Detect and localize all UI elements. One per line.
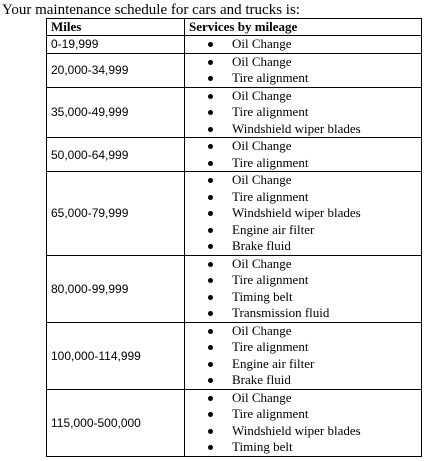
bullet-icon [208, 76, 213, 81]
table-row [47, 53, 422, 87]
list-item [185, 305, 421, 322]
service-label: Tire alignment [232, 70, 309, 85]
list-item [185, 372, 421, 389]
bullet-icon [208, 445, 213, 450]
services-cell [185, 172, 422, 256]
mileage-range-cell: 115,000-500,000 [47, 389, 185, 456]
bullet-icon [208, 295, 213, 300]
services-cell [185, 53, 422, 87]
services-list [185, 138, 421, 171]
list-item [185, 356, 421, 373]
service-label: Tire alignment [232, 188, 309, 204]
bullet-icon [208, 362, 213, 367]
bullet-icon [208, 244, 213, 249]
bullet-icon [208, 178, 213, 183]
bullet-icon [208, 144, 213, 149]
bullet-icon [208, 211, 213, 216]
list-item [185, 390, 421, 407]
service-label: Windshield wiper blades [232, 205, 361, 220]
service-label: Timing belt [232, 288, 293, 304]
schedule-body [47, 36, 422, 457]
list-item [185, 406, 421, 423]
services-cell [185, 322, 422, 389]
services-list [185, 390, 421, 456]
list-item [185, 104, 421, 121]
list-item [185, 121, 421, 138]
mileage-range-cell: 100,000-114,999 [47, 322, 185, 389]
services-list [185, 323, 421, 389]
list-item [185, 155, 421, 172]
service-label: Tire alignment [232, 406, 309, 421]
list-item [185, 222, 421, 239]
list-item [185, 88, 421, 105]
bullet-icon [208, 110, 213, 115]
list-item [185, 323, 421, 340]
services-list [185, 54, 421, 87]
service-label: Oil Change [232, 87, 292, 103]
intro-text: Your maintenance schedule for cars and trucks is: [2, 2, 300, 18]
mileage-range-cell: 65,000-79,999 [47, 172, 185, 256]
mileage-range-cell: 35,000-49,999 [47, 87, 185, 138]
table-row [47, 255, 422, 322]
list-item [185, 339, 421, 356]
list-item [185, 138, 421, 155]
table-row [47, 36, 422, 54]
bullet-icon [208, 329, 213, 334]
list-item [185, 272, 421, 289]
mileage-range-cell: 20,000-34,999 [47, 53, 185, 87]
services-list [185, 256, 421, 322]
service-label: Oil Change [232, 255, 292, 271]
mileage-range-cell: 0-19,999 [47, 36, 185, 54]
table-row [47, 138, 422, 172]
bullet-icon [208, 429, 213, 434]
header-row [47, 19, 422, 36]
service-label: Oil Change [232, 172, 292, 187]
list-item [185, 439, 421, 456]
service-label: Oil Change [232, 53, 292, 69]
list-item [185, 205, 421, 222]
miles-header: Miles [47, 19, 185, 36]
bullet-icon [208, 228, 213, 233]
list-item [185, 423, 421, 440]
table-row [47, 389, 422, 456]
bullet-icon [208, 195, 213, 200]
list-item [185, 238, 421, 255]
table-row [47, 172, 422, 256]
service-label: Tire alignment [232, 272, 309, 287]
services-cell [185, 36, 422, 54]
bullet-icon [208, 278, 213, 283]
service-label: Brake fluid [232, 372, 291, 387]
mileage-range-cell: 80,000-99,999 [47, 255, 185, 322]
bullet-icon [208, 412, 213, 417]
service-label: Oil Change [232, 322, 292, 338]
bullet-icon [208, 378, 213, 383]
services-header: Services by mileage [185, 19, 422, 36]
services-list [185, 88, 421, 138]
bullet-icon [208, 127, 213, 132]
table-row [47, 322, 422, 389]
service-label: Timing belt [232, 439, 293, 454]
list-item [185, 172, 421, 189]
services-cell [185, 255, 422, 322]
service-label: Windshield wiper blades [232, 422, 361, 438]
list-item [185, 256, 421, 273]
table-row [47, 87, 422, 138]
service-label: Tire alignment [232, 339, 309, 354]
bullet-icon [208, 262, 213, 267]
list-item [185, 189, 421, 206]
bullet-icon [208, 396, 213, 401]
services-list [185, 36, 421, 53]
service-label: Oil Change [232, 389, 292, 405]
service-label: Oil Change [232, 138, 292, 153]
bullet-icon [208, 60, 213, 65]
service-label: Oil Change [232, 36, 292, 51]
bullet-icon [208, 161, 213, 166]
service-label: Engine air filter [232, 221, 315, 237]
bullet-icon [208, 94, 213, 99]
maintenance-schedule-table [46, 18, 422, 457]
list-item [185, 36, 421, 53]
bullet-icon [208, 311, 213, 316]
bullet-icon [208, 42, 213, 47]
service-label: Transmission fluid [232, 305, 330, 320]
list-item [185, 70, 421, 87]
services-cell [185, 138, 422, 172]
service-label: Tire alignment [232, 104, 309, 119]
service-label: Engine air filter [232, 355, 315, 371]
service-label: Tire alignment [232, 154, 309, 170]
services-cell [185, 389, 422, 456]
list-item [185, 54, 421, 71]
bullet-icon [208, 345, 213, 350]
services-list [185, 172, 421, 255]
services-cell [185, 87, 422, 138]
service-label: Windshield wiper blades [232, 120, 361, 136]
service-label: Brake fluid [232, 238, 291, 253]
list-item [185, 289, 421, 306]
mileage-range-cell: 50,000-64,999 [47, 138, 185, 172]
